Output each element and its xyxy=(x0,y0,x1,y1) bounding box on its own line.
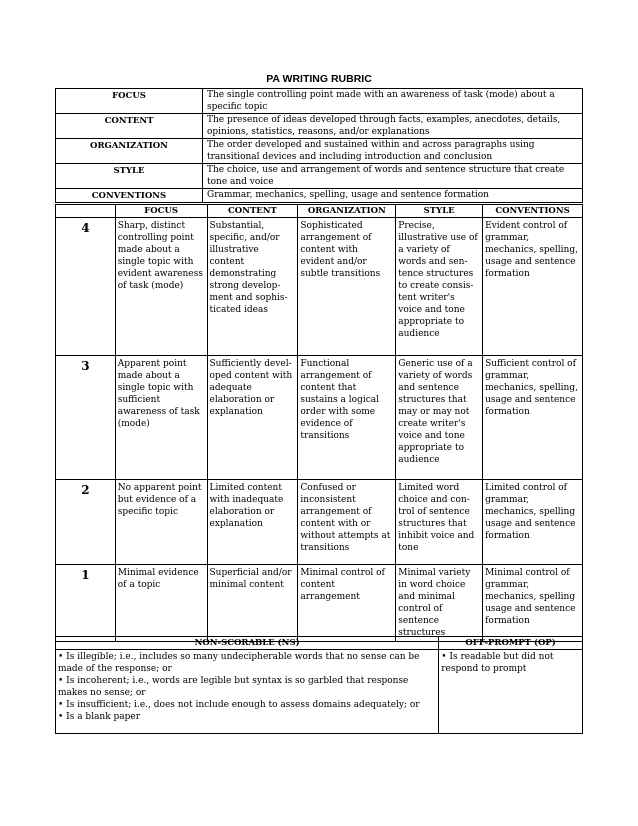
scoring-table xyxy=(55,204,583,642)
style-cell: Generic use of a variety of words and sentence structures that may or may not create writer's voice and tone appropriate to audience xyxy=(396,356,483,480)
conventions-header: CONVENTIONS xyxy=(483,205,583,218)
content-cell: Substantial, specific, and/or illustrative content demonstrating strong develop-ment and sophis-ticated ideas xyxy=(207,218,298,356)
off-prompt-cell xyxy=(439,650,583,734)
non-scorable-header: NON-SCORABLE (NS) xyxy=(56,637,439,650)
definition-term: ORGANIZATION xyxy=(56,139,203,164)
organization-cell: Confused or inconsistent arrangement of content with or without attempts at transitions xyxy=(298,480,396,565)
list-item: • Is incoherent; i.e., words are legible but syntax is so garbled that response makes no sense; or xyxy=(58,676,409,698)
focus-cell: Sharp, distinct controlling point made about a single topic with evident awareness of task (mode) xyxy=(115,218,207,356)
definition-row xyxy=(56,164,583,189)
score-row xyxy=(56,480,583,565)
definition-row xyxy=(56,189,583,203)
score-row xyxy=(56,218,583,356)
definition-term: CONTENT xyxy=(56,114,203,139)
style-cell: Limited word choice and con-trol of sentence structures that inhibit voice and tone xyxy=(396,480,483,565)
organization-cell: Minimal control of content arrangement xyxy=(298,565,396,642)
organization-cell: Sophisticated arrangement of content with evident and/or subtle transitions xyxy=(298,218,396,356)
style-cell: Minimal variety in word choice and minimal control of sentence structures xyxy=(396,565,483,642)
definition-desc: The order developed and sustained within and across paragraphs using transitional devices and including introduction and conclusion xyxy=(203,139,583,164)
non-scorable-table xyxy=(55,636,583,734)
definition-row xyxy=(56,139,583,164)
content-cell: Sufficiently devel-oped content with adequate elaboration or explanation xyxy=(207,356,298,480)
score-value: 2 xyxy=(56,480,116,565)
style-header: STYLE xyxy=(396,205,483,218)
list-item: • Is a blank paper xyxy=(58,712,141,722)
rubric-title: PA WRITING RUBRIC xyxy=(266,73,372,85)
definition-desc: The single controlling point made with an awareness of task (mode) about a specific topic xyxy=(203,89,583,114)
definition-term: STYLE xyxy=(56,164,203,189)
definition-desc: The choice, use and arrangement of words and sentence structure that create tone and voice xyxy=(203,164,583,189)
definition-row xyxy=(56,89,583,114)
ns-body-row xyxy=(56,650,583,734)
non-scorable-cell xyxy=(56,650,439,734)
list-item: • Is insufficient; i.e., does not include enough to assess domains adequately; or xyxy=(58,700,420,710)
score-row xyxy=(56,565,583,642)
organization-header: ORGANIZATION xyxy=(298,205,396,218)
definition-row xyxy=(56,114,583,139)
focus-header: FOCUS xyxy=(115,205,207,218)
scoring-header-row xyxy=(56,205,583,218)
focus-cell: Minimal evidence of a topic xyxy=(115,565,207,642)
definition-desc: The presence of ideas developed through facts, examples, anecdotes, details, opinions, statistics, reasons, and/or explanations xyxy=(203,114,583,139)
list-item: • Is readable but did not respond to prompt xyxy=(441,652,554,674)
definition-term: FOCUS xyxy=(56,89,203,114)
score-value: 3 xyxy=(56,356,116,480)
content-cell: Limited content with inadequate elaboration or explanation xyxy=(207,480,298,565)
conventions-cell: Sufficient control of grammar, mechanics, spelling, usage and sentence formation xyxy=(483,356,583,480)
style-cell: Precise, illustrative use of a variety of words and sen-tence structures to create consis-tent writer's voice and tone appropriate to audience xyxy=(396,218,483,356)
score-header xyxy=(56,205,116,218)
conventions-cell: Evident control of grammar, mechanics, spelling, usage and sentence formation xyxy=(483,218,583,356)
definition-desc: Grammar, mechanics, spelling, usage and sentence formation xyxy=(203,189,583,203)
focus-cell: No apparent point but evidence of a specific topic xyxy=(115,480,207,565)
content-header: CONTENT xyxy=(207,205,298,218)
score-value: 1 xyxy=(56,565,116,642)
ns-header-row xyxy=(56,637,583,650)
definition-term: CONVENTIONS xyxy=(56,189,203,203)
definitions-table xyxy=(55,88,583,203)
conventions-cell: Minimal control of grammar, mechanics, spelling usage and sentence formation xyxy=(483,565,583,642)
conventions-cell: Limited control of grammar, mechanics, spelling usage and sentence formation xyxy=(483,480,583,565)
focus-cell: Apparent point made about a single topic with sufficient awareness of task (mode) xyxy=(115,356,207,480)
list-item: • Is illegible; i.e., includes so many undecipherable words that no sense can be made of the response; or xyxy=(58,652,420,674)
organization-cell: Functional arrangement of content that sustains a logical order with some evidence of transitions xyxy=(298,356,396,480)
score-row xyxy=(56,356,583,480)
score-value: 4 xyxy=(56,218,116,356)
off-prompt-header: OFF-PROMPT (OP) xyxy=(439,637,583,650)
content-cell: Superficial and/or minimal content xyxy=(207,565,298,642)
